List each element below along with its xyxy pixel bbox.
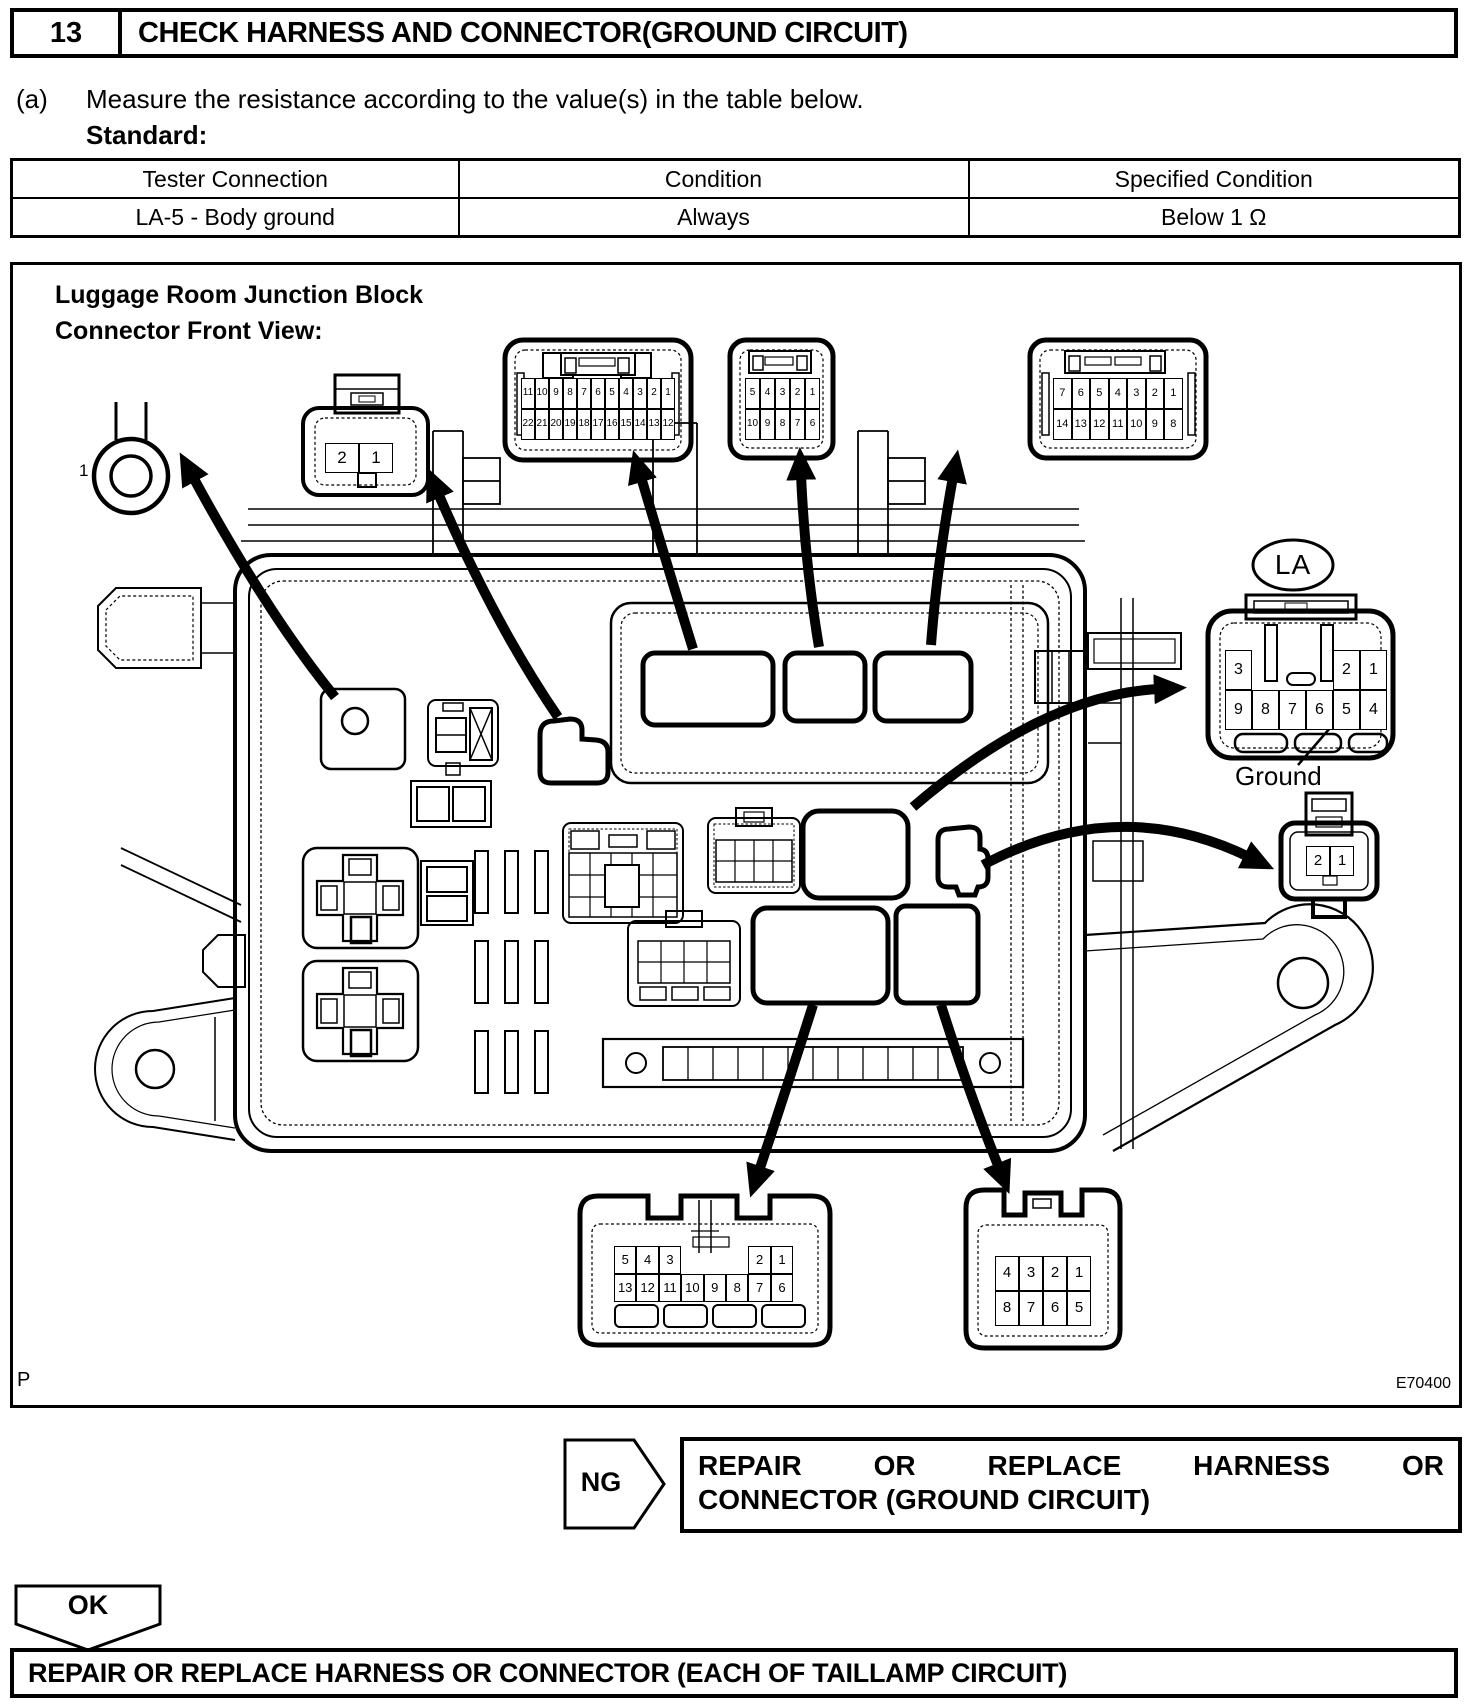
pin-top-10pin-3: 3 bbox=[775, 378, 790, 409]
step-title: CHECK HARNESS AND CONNECTOR(GROUND CIRCUIT) bbox=[138, 16, 908, 49]
pin-top-14pin-6: 6 bbox=[1072, 378, 1091, 409]
diagram-title-line2: Connector Front View: bbox=[55, 317, 323, 345]
pin-ground-2pin-2: 2 bbox=[1306, 846, 1330, 876]
pin-la-9pin-9: 9 bbox=[1225, 690, 1252, 730]
pin-top-14pin-7: 7 bbox=[1053, 378, 1072, 409]
pin-top-22pin-10: 10 bbox=[535, 378, 549, 409]
pin-bottom-8pin-1: 1 bbox=[1067, 1256, 1091, 1291]
pin-top-22pin-5: 5 bbox=[605, 378, 619, 409]
spec-table-header-row bbox=[12, 160, 1460, 199]
pin-top-14pin-8: 8 bbox=[1164, 409, 1183, 440]
standard-label: Standard: bbox=[86, 120, 208, 150]
pin-la-9pin-4: 4 bbox=[1360, 690, 1387, 730]
instruction-text: Measure the resistance according to the value(s) in the table below. bbox=[86, 84, 864, 114]
ok-label: OK bbox=[67, 1590, 109, 1620]
pin-bottom-13pin-10: 10 bbox=[681, 1274, 703, 1302]
ng-action-box bbox=[680, 1437, 1462, 1533]
ring-terminal-label: 1 bbox=[79, 461, 89, 480]
pin-top-22pin-12: 12 bbox=[661, 409, 675, 440]
instruction-label: (a) bbox=[16, 84, 48, 114]
pin-bottom-13pin-13: 13 bbox=[614, 1274, 636, 1302]
step-header bbox=[10, 8, 1458, 58]
pin-top-22pin-4: 4 bbox=[619, 378, 633, 409]
pin-top-10pin-8: 8 bbox=[775, 409, 790, 440]
pin-top-10pin-5: 5 bbox=[745, 378, 760, 409]
pin-top-10pin-4: 4 bbox=[760, 378, 775, 409]
pin-bottom-8pin-8: 8 bbox=[995, 1291, 1019, 1326]
pin-number-layer bbox=[13, 265, 1459, 1405]
pin-la-9pin-2: 2 bbox=[1333, 650, 1360, 690]
pin-bottom-13pin-6: 6 bbox=[771, 1274, 793, 1302]
pin-la-9pin-6: 6 bbox=[1306, 690, 1333, 730]
la-badge-label: LA bbox=[1274, 549, 1312, 580]
figure-code: E70400 bbox=[1395, 1375, 1451, 1392]
connector-diagram bbox=[10, 262, 1462, 1408]
pin-la-9pin-7: 7 bbox=[1279, 690, 1306, 730]
page-marker: P bbox=[17, 1369, 31, 1391]
pin-top-22pin-20: 20 bbox=[549, 409, 563, 440]
pin-top-left-2pin-1: 1 bbox=[359, 443, 393, 473]
pin-bottom-13pin-9: 9 bbox=[704, 1274, 726, 1302]
pin-bottom-8pin-6: 6 bbox=[1043, 1291, 1067, 1326]
pin-top-14pin-14: 14 bbox=[1053, 409, 1072, 440]
spec-table-data-row bbox=[12, 198, 1460, 237]
pin-top-22pin-18: 18 bbox=[577, 409, 591, 440]
pin-top-10pin-1: 1 bbox=[805, 378, 820, 409]
pin-top-22pin-14: 14 bbox=[633, 409, 647, 440]
pin-top-14pin-3: 3 bbox=[1127, 378, 1146, 409]
pin-top-10pin-6: 6 bbox=[805, 409, 820, 440]
pin-top-22pin-7: 7 bbox=[577, 378, 591, 409]
pin-top-22pin-9: 9 bbox=[549, 378, 563, 409]
pin-bottom-13pin-4: 4 bbox=[636, 1246, 658, 1274]
pin-top-10pin-7: 7 bbox=[790, 409, 805, 440]
ng-action-line2: CONNECTOR (GROUND CIRCUIT) bbox=[698, 1484, 1151, 1515]
pin-top-14pin-5: 5 bbox=[1090, 378, 1109, 409]
diagram-title-line1: Luggage Room Junction Block bbox=[55, 281, 424, 309]
pin-top-14pin-4: 4 bbox=[1109, 378, 1128, 409]
pin-bottom-13pin-5: 5 bbox=[614, 1246, 636, 1274]
pin-top-22pin-19: 19 bbox=[563, 409, 577, 440]
pin-top-22pin-16: 16 bbox=[605, 409, 619, 440]
pin-top-22pin-1: 1 bbox=[661, 378, 675, 409]
cell-condition: Always bbox=[459, 198, 969, 237]
pin-top-22pin-21: 21 bbox=[535, 409, 549, 440]
pin-top-22pin-2: 2 bbox=[647, 378, 661, 409]
ground-label: Ground bbox=[1235, 761, 1322, 791]
pin-top-22pin-3: 3 bbox=[633, 378, 647, 409]
pin-top-14pin-1: 1 bbox=[1164, 378, 1183, 409]
pin-bottom-13pin-1: 1 bbox=[771, 1246, 793, 1274]
pin-top-22pin-11: 11 bbox=[521, 378, 535, 409]
pin-la-9pin-8: 8 bbox=[1252, 690, 1279, 730]
pin-top-14pin-12: 12 bbox=[1090, 409, 1109, 440]
pin-bottom-13pin-11: 11 bbox=[659, 1274, 681, 1302]
pin-top-14pin-9: 9 bbox=[1146, 409, 1165, 440]
pin-bottom-13pin-2: 2 bbox=[748, 1246, 770, 1274]
pin-bottom-13pin-12: 12 bbox=[636, 1274, 658, 1302]
col-specified-condition: Specified Condition bbox=[969, 160, 1460, 199]
pin-bottom-13pin-3: 3 bbox=[659, 1246, 681, 1274]
pin-top-22pin-13: 13 bbox=[647, 409, 661, 440]
pin-top-14pin-2: 2 bbox=[1146, 378, 1165, 409]
pin-ground-2pin-1: 1 bbox=[1330, 846, 1354, 876]
pin-bottom-13pin-8: 8 bbox=[726, 1274, 748, 1302]
pin-top-22pin-6: 6 bbox=[591, 378, 605, 409]
pin-top-22pin-15: 15 bbox=[619, 409, 633, 440]
col-condition: Condition bbox=[459, 160, 969, 199]
pin-top-14pin-13: 13 bbox=[1072, 409, 1091, 440]
cell-tester-connection: LA-5 - Body ground bbox=[12, 198, 459, 237]
cell-specified-condition: Below 1 Ω bbox=[969, 198, 1460, 237]
pin-la-9pin-3: 3 bbox=[1225, 650, 1252, 690]
pin-top-14pin-11: 11 bbox=[1109, 409, 1128, 440]
spec-table bbox=[10, 158, 1461, 238]
ok-flag bbox=[14, 1584, 164, 1656]
pin-bottom-13pin-7: 7 bbox=[748, 1274, 770, 1302]
pin-top-10pin-2: 2 bbox=[790, 378, 805, 409]
ng-label: NG bbox=[580, 1467, 622, 1497]
pin-la-9pin-1: 1 bbox=[1360, 650, 1387, 690]
pin-top-left-2pin-2: 2 bbox=[325, 443, 359, 473]
pin-la-9pin-5: 5 bbox=[1333, 690, 1360, 730]
pin-top-10pin-9: 9 bbox=[760, 409, 775, 440]
pin-top-22pin-17: 17 bbox=[591, 409, 605, 440]
pin-bottom-8pin-4: 4 bbox=[995, 1256, 1019, 1291]
diagram-title bbox=[55, 277, 423, 349]
pin-top-22pin-22: 22 bbox=[521, 409, 535, 440]
pin-bottom-8pin-2: 2 bbox=[1043, 1256, 1067, 1291]
pin-top-10pin-10: 10 bbox=[745, 409, 760, 440]
pin-bottom-8pin-5: 5 bbox=[1067, 1291, 1091, 1326]
final-action-bar: REPAIR OR REPLACE HARNESS OR CONNECTOR (EACH OF TAILLAMP CIRCUIT) bbox=[10, 1648, 1458, 1698]
pin-top-14pin-10: 10 bbox=[1127, 409, 1146, 440]
step-number: 13 bbox=[14, 12, 122, 54]
ng-flag bbox=[563, 1437, 667, 1533]
pin-bottom-8pin-3: 3 bbox=[1019, 1256, 1043, 1291]
pin-top-22pin-8: 8 bbox=[563, 378, 577, 409]
ng-action-line1: REPAIR OR REPLACE HARNESS OR bbox=[698, 1450, 1444, 1481]
col-tester-connection: Tester Connection bbox=[12, 160, 459, 199]
pin-bottom-8pin-7: 7 bbox=[1019, 1291, 1043, 1326]
